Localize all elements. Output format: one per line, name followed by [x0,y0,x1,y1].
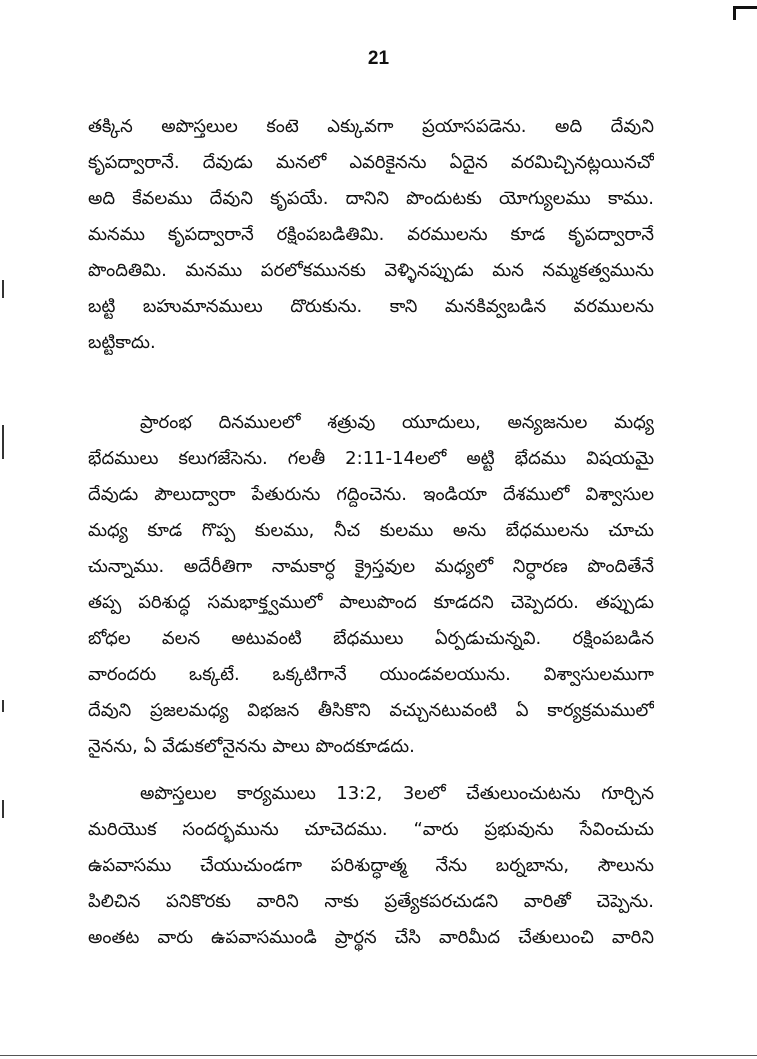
text-line: ప్రారంభ దినములలో శత్రువు యూదులు, అన్యజనుల మధ్య [140,412,654,433]
text-line: చున్నాము. అదేరీతిగా నామకార్ధ క్రైస్తవుల మధ్యలో నిర్ధారణ పొందితేనే [88,556,654,577]
text-line: అది కేవలము దేవుని కృపయే. దానిని పొందుటకు యోగ్యులము కాము. [88,188,654,209]
text-line: పిలిచిన పనికొరకు వారిని నాకు ప్రత్యేకపరచుడని వారితో చెప్పెను. [88,891,654,912]
scan-edge-mark [2,280,4,298]
scan-edge-mark [2,800,4,818]
text-line: నైనను, ఏ వేడుకలోనైనను పాలు పొందకూడదు. [88,736,415,757]
text-line: మరియొక సందర్భమును చూచెదము. “వారు ప్రభువును సేవించుచు [88,819,654,840]
text-line: బట్టి బహుమానములు దొరుకును. కాని మనకివ్వబడిన వరములను [88,296,654,317]
paragraph-2 [88,405,654,765]
paragraph-3 [88,776,654,956]
corner-crop-mark [733,6,757,9]
text-line: మనము కృపద్వారానే రక్షింపబడితిమి. వరములను కూడ కృపద్వారానే [88,224,654,245]
scan-edge-mark [2,700,4,712]
text-line: దేవుని ప్రజలమధ్య విభజన తీసికొని వచ్చునటువంటి ఏ కార్యక్రమములో [88,700,654,721]
text-line: అంతట వారు ఉపవాసముండి ప్రార్థన చేసి వారిమీద చేతులుంచి వారిని [88,927,654,948]
text-line: తక్కిన అపొస్తలుల కంటె ఎక్కువగా ప్రయాసపడెను. అది దేవుని [88,116,654,137]
text-line: దేవుడు పౌలుద్వారా పేతురును గద్దించెను. ఇండియా దేశములో విశ్వాసుల [88,484,654,505]
scan-edge-mark [2,425,4,459]
text-line: ఉపవాసము చేయుచుండగా పరిశుద్ధాత్మ నేను బర్నబాను, సౌలును [88,855,654,876]
text-line: తప్ప పరిశుద్ధ సమభాక్త్వములో పాలుపొంద కూడదని చెప్పెదరు. తప్పుడు [88,592,654,613]
text-line: అపొస్తలుల కార్యములు 13:2, 3లలో చేతులుంచుటను గూర్చిన [140,783,654,804]
bottom-rule [0,1055,757,1056]
text-line: బోధల వలన అటువంటి బేధములు ఏర్పడుచున్నవి. రక్షింపబడిన [88,628,654,649]
page-number: 21 [367,48,390,69]
corner-crop-mark-vertical [733,6,736,20]
text-line: బట్టికాదు. [88,332,156,353]
text-line: కృపద్వారానే. దేవుడు మనలో ఎవరికైనను ఏదైన వరమిచ్చినట్లయినచో [88,152,654,173]
text-line: పొందితిమి. మనము పరలోకమునకు వెళ్ళినప్పుడు మన నమ్మకత్వమును [88,260,654,281]
text-line: భేదములు కలుగజేసెను. గలతీ 2:11-14లలో అట్టి భేదము విషయమై [88,448,654,469]
text-line: మధ్య కూడ గొప్ప కులము, నీచ కులము అను బేధములను చూచు [88,520,654,541]
paragraph-1 [88,109,654,361]
text-line: వారందరు ఒక్కటే. ఒక్కటిగానే యుండవలయును. విశ్వాసులముగా [88,664,654,685]
